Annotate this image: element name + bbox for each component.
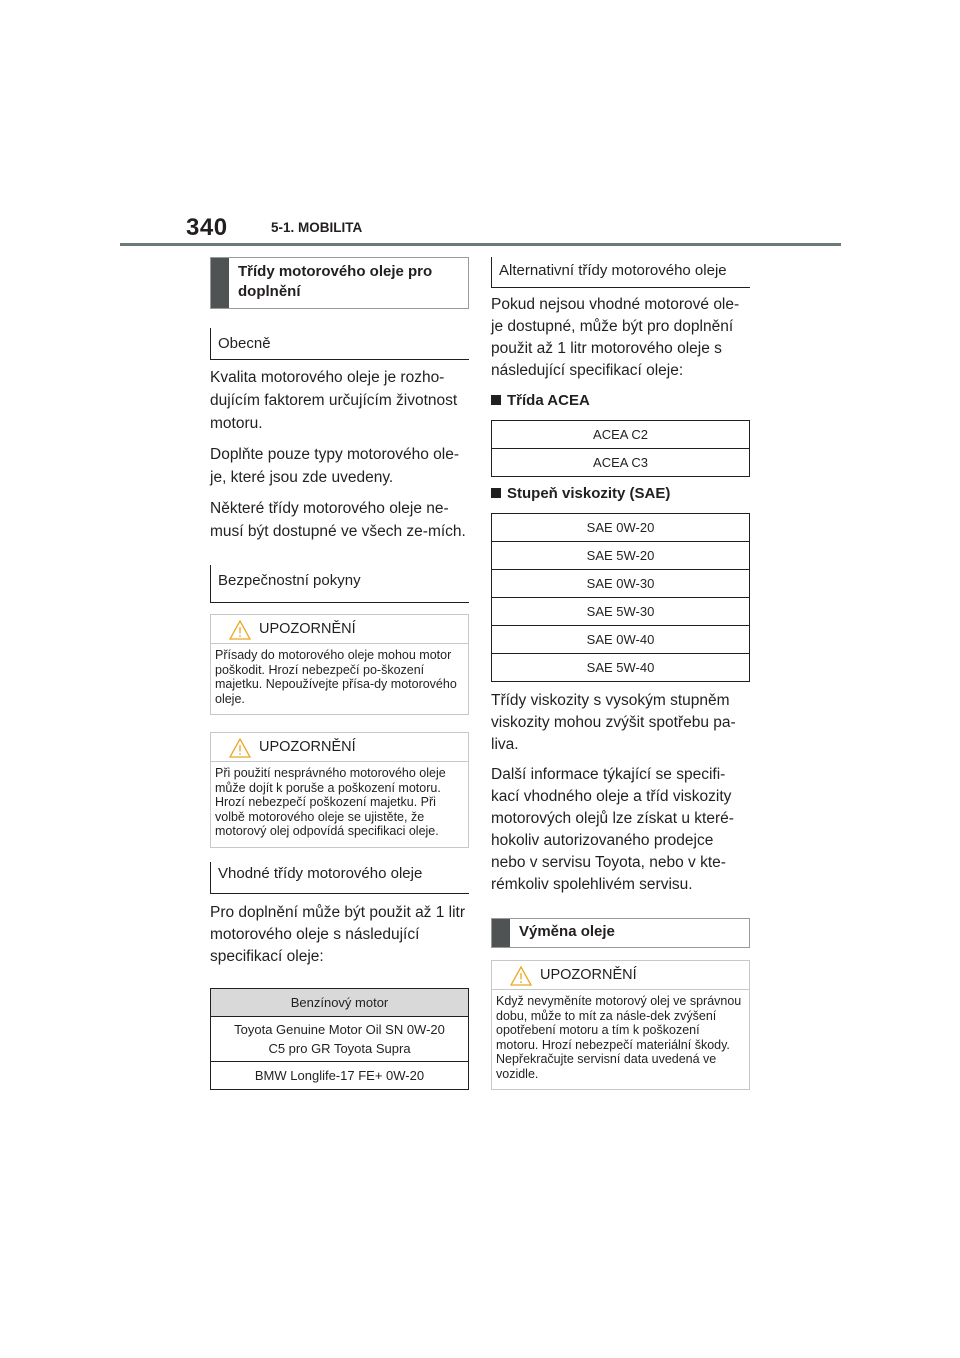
- warning-triangle-icon: [510, 966, 532, 986]
- paragraph: Pro doplnění může být použit až 1 litr motorového oleje s následující specifikací oleje:: [210, 903, 466, 965]
- bullet-square-icon: [491, 488, 501, 498]
- subheading-text: Vhodné třídy motorového oleje: [218, 864, 423, 882]
- table-row: [211, 1016, 469, 1061]
- section-title: 5-1. MOBILITA: [271, 220, 363, 235]
- warning-box: [210, 732, 469, 848]
- sae-table: [491, 513, 750, 682]
- warning-header: [492, 961, 749, 990]
- subheading-alternative: [491, 257, 750, 288]
- paragraph: Některé třídy motorového oleje ne-musí být dostupné ve všech ze-mích.: [210, 500, 466, 540]
- paragraph: Pokud nejsou vhodné motorové ole-je dostupné, může být pro doplnění použit až 1 litr motorového oleje s následující specifikací oleje:: [491, 296, 740, 379]
- bullet-label: Třída ACEA: [507, 392, 590, 409]
- warning-header: [211, 733, 468, 762]
- table-row: BMW Longlife-17 FE+ 0W-20: [211, 1061, 469, 1089]
- acea-table: [491, 420, 750, 477]
- table-row: ACEA C2: [492, 421, 750, 449]
- warning-triangle-icon: [229, 620, 251, 640]
- paragraph: Doplňte pouze typy motorového ole-je, které jsou zde uvedeny.: [210, 446, 460, 486]
- warning-title: UPOZORNĚNÍ: [259, 739, 356, 755]
- section-heading-text: Třídy motorového oleje pro doplnění: [238, 263, 433, 300]
- page-number: 340: [186, 214, 228, 241]
- left-column: [210, 257, 469, 1090]
- table-header: Benzínový motor: [211, 988, 469, 1016]
- header-rule: [120, 243, 841, 246]
- subheading-text: Alternativní třídy motorového oleje: [499, 262, 727, 279]
- warning-title: UPOZORNĚNÍ: [540, 967, 637, 983]
- table-row: SAE 0W-20: [492, 514, 750, 542]
- warning-title: UPOZORNĚNÍ: [259, 621, 356, 637]
- bullet-square-icon: [491, 395, 501, 405]
- warning-text: Když nevyměníte motorový olej ve správnou dobu, může to mít za násle-dek zvýšení opotřebení motoru a tím k poškození motoru. Hrozí nebezpečí materiální škody. Nepřekračujte servisní data uvedená ve vozidle.: [496, 994, 742, 1081]
- subheading-safety: [210, 565, 469, 603]
- section-heading-text: Výměna oleje: [519, 923, 615, 940]
- table-cell-line: Toyota Genuine Motor Oil SN 0W-20: [234, 1021, 445, 1037]
- table-cell-line: C5 pro GR Toyota Supra: [268, 1040, 411, 1056]
- bullet-label: Stupeň viskozity (SAE): [507, 485, 671, 502]
- table-row: SAE 5W-40: [492, 654, 750, 682]
- table-row: ACEA C3: [492, 449, 750, 477]
- paragraph: Kvalita motorového oleje je rozho-dujícím faktorem určujícím životnost motoru.: [210, 369, 458, 432]
- subheading-text: Bezpečnostní pokyny: [218, 572, 361, 589]
- heading-bar: [211, 258, 229, 308]
- paragraph: Třídy viskozity s vysokým stupněm viskozity mohou zvýšit spotřebu pa-liva.: [491, 692, 736, 753]
- subheading-general: [210, 328, 469, 360]
- warning-triangle-icon: [229, 738, 251, 758]
- sae-heading: [491, 483, 750, 505]
- warning-header: [211, 615, 468, 644]
- right-column: [491, 257, 750, 1090]
- section-heading-oil-classes: [210, 257, 469, 309]
- gasoline-oil-table: [210, 988, 469, 1090]
- warning-text: Při použití nesprávného motorového oleje může dojít k poruše a poškození motoru. Hrozí nebezpečí poškození majetku. Při volbě motorového oleje se ujistěte, že motorový olej odpovídá specifikaci oleje.: [215, 766, 446, 838]
- heading-bar: [492, 919, 510, 947]
- section-heading-oil-change: [491, 918, 750, 948]
- paragraph: Další informace týkající se specifi-kací vhodného oleje a tříd viskozity motorových olejů lze získat u které-hokoliv autorizovaného prodejce nebo v servisu Toyota, nebo v kte-rémkoliv spolehlivém servisu.: [491, 766, 734, 893]
- acea-heading: [491, 390, 750, 412]
- warning-box: [210, 614, 469, 715]
- warning-box: [491, 960, 750, 1090]
- table-row: SAE 5W-20: [492, 542, 750, 570]
- table-row: SAE 0W-30: [492, 570, 750, 598]
- subheading-suitable: [210, 862, 469, 894]
- subheading-text: Obecně: [218, 335, 271, 352]
- warning-text: Přísady do motorového oleje mohou motor poškodit. Hrozí nebezpečí po-škození majetku. Nepoužívejte přísa-dy motorového oleje.: [215, 648, 457, 706]
- table-row: SAE 5W-30: [492, 598, 750, 626]
- table-row: SAE 0W-40: [492, 626, 750, 654]
